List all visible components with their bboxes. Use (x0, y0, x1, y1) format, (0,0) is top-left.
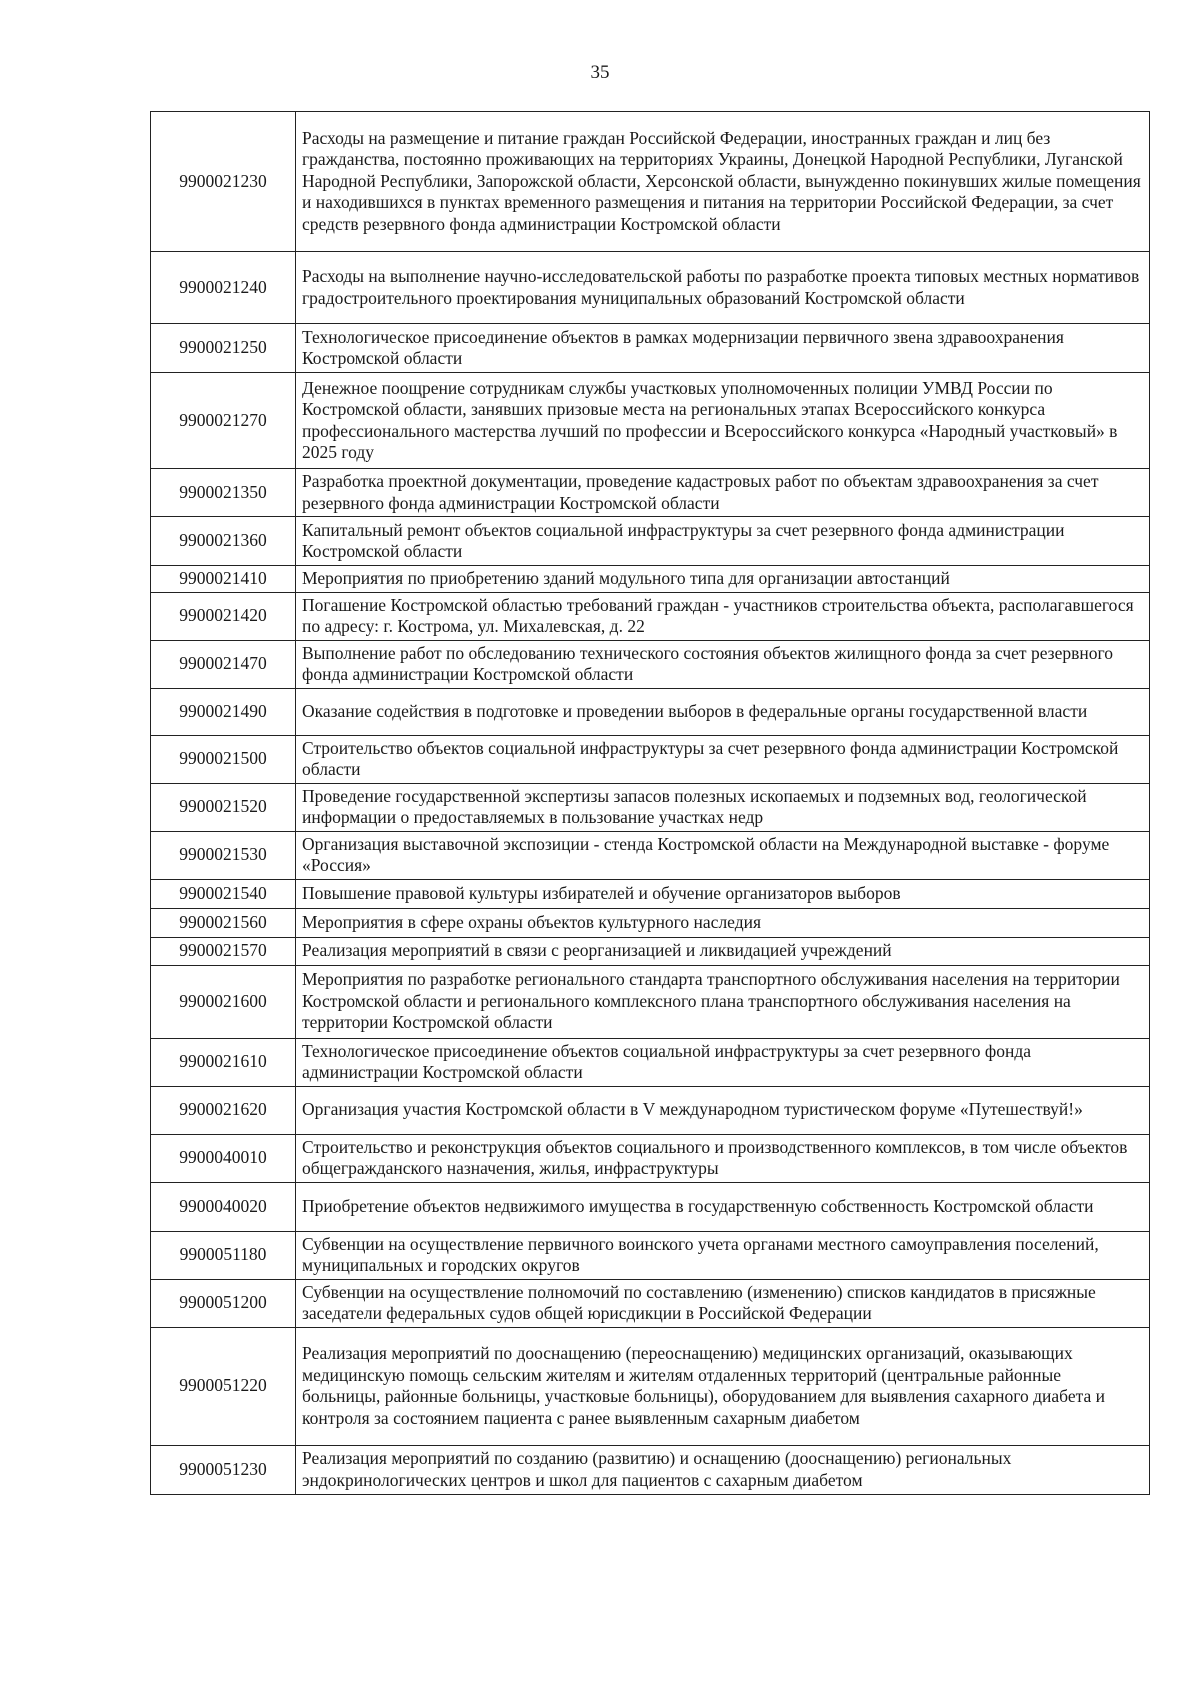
row-description-cell: Денежное поощрение сотрудникам службы участковых уполномоченных полиции УМВД России по Костромской области, занявших призовые места на региональных этапах Всероссийского конкурса профессионального мастерства лучший по профессии и Всероссийского конкурса «Народный участковый» в 2025 году (296, 373, 1150, 469)
row-code-cell: 9900051180 (151, 1231, 296, 1279)
row-description-cell: Проведение государственной экспертизы запасов полезных ископаемых и подземных вод, геологической информации о предоставляемых в пользование участках недр (296, 783, 1150, 831)
row-description-cell: Мероприятия по разработке регионального стандарта транспортного обслуживания населения на территории Костромской области и регионального комплексного плана транспортного обслуживания населения на территории Костромской области (296, 965, 1150, 1038)
table-row (151, 373, 1150, 469)
row-description-cell: Реализация мероприятий по дооснащению (переоснащению) медицинских организаций, оказывающих медицинскую помощь сельским жителям и жителям отдаленных территорий (центральные районные больницы, районные больницы, участковые больницы), оборудованием для выявления сахарного диабета и контроля за состоянием пациента с ранее выявленным сахарным диабетом (296, 1327, 1150, 1445)
table-row (151, 831, 1150, 879)
row-description-cell: Технологическое присоединение объектов в рамках модернизации первичного звена здравоохранения Костромской области (296, 324, 1150, 373)
row-code-cell: 9900040020 (151, 1182, 296, 1231)
row-code-cell: 9900021600 (151, 965, 296, 1038)
table-row (151, 1134, 1150, 1182)
table-row (151, 1086, 1150, 1134)
row-code-cell: 9900021570 (151, 937, 296, 965)
row-description-cell: Расходы на размещение и питание граждан Российской Федерации, иностранных граждан и лиц без гражданства, постоянно проживающих на территориях Украины, Донецкой Народной Республики, Луганской Народной Республики, Запорожской области, Херсонской области, вынужденно покинувших жилые помещения и находившихся в пунктах временного размещения и питания на территории Российской Федерации, за счет средств резервного фонда администрации Костромской области (296, 112, 1150, 252)
table-row (151, 735, 1150, 783)
table-row (151, 1327, 1150, 1445)
table-row (151, 908, 1150, 937)
row-code-cell: 9900021240 (151, 252, 296, 324)
table-row (151, 324, 1150, 373)
row-description-cell: Погашение Костромской областью требований граждан - участников строительства объекта, располагавшегося по адресу: г. Кострома, ул. Михалевская, д. 22 (296, 592, 1150, 640)
row-description-cell: Субвенции на осуществление первичного воинского учета органами местного самоуправления поселений, муниципальных и городских округов (296, 1231, 1150, 1279)
row-code-cell: 9900051230 (151, 1445, 296, 1494)
row-description-cell: Повышение правовой культуры избирателей и обучение организаторов выборов (296, 879, 1150, 908)
row-description-cell: Разработка проектной документации, проведение кадастровых работ по объектам здравоохранения за счет резервного фонда администрации Костромской области (296, 469, 1150, 517)
table-row (151, 965, 1150, 1038)
row-code-cell: 9900021250 (151, 324, 296, 373)
row-code-cell: 9900021500 (151, 735, 296, 783)
row-description-cell: Оказание содействия в подготовке и проведении выборов в федеральные органы государственной власти (296, 688, 1150, 735)
row-description-cell: Строительство объектов социальной инфраструктуры за счет резервного фонда администрации Костромской области (296, 735, 1150, 783)
table-row (151, 1182, 1150, 1231)
row-description-cell: Расходы на выполнение научно-исследовательской работы по разработке проекта типовых местных нормативов градостроительного проектирования муниципальных образований Костромской области (296, 252, 1150, 324)
row-description-cell: Технологическое присоединение объектов социальной инфраструктуры за счет резервного фонда администрации Костромской области (296, 1038, 1150, 1086)
table-row (151, 252, 1150, 324)
row-code-cell: 9900021350 (151, 469, 296, 517)
row-description-cell: Мероприятия в сфере охраны объектов культурного наследия (296, 908, 1150, 937)
row-description-cell: Строительство и реконструкция объектов социального и производственного комплексов, в том числе объектов общегражданского назначения, жилья, инфраструктуры (296, 1134, 1150, 1182)
table-row (151, 937, 1150, 965)
table-row (151, 783, 1150, 831)
row-code-cell: 9900021540 (151, 879, 296, 908)
row-description-cell: Субвенции на осуществление полномочий по составлению (изменению) списков кандидатов в присяжные заседатели федеральных судов общей юрисдикции в Российской Федерации (296, 1279, 1150, 1327)
table-row (151, 592, 1150, 640)
row-code-cell: 9900021620 (151, 1086, 296, 1134)
table-row (151, 879, 1150, 908)
row-code-cell: 9900021410 (151, 566, 296, 593)
row-code-cell: 9900021420 (151, 592, 296, 640)
row-description-cell: Мероприятия по приобретению зданий модульного типа для организации автостанций (296, 566, 1150, 593)
row-code-cell: 9900021520 (151, 783, 296, 831)
page-number: 35 (590, 62, 610, 83)
table-row (151, 566, 1150, 593)
row-code-cell: 9900021490 (151, 688, 296, 735)
table-row (151, 1279, 1150, 1327)
row-code-cell: 9900021230 (151, 112, 296, 252)
row-code-cell: 9900021470 (151, 640, 296, 688)
table-row (151, 469, 1150, 517)
table-row (151, 517, 1150, 566)
row-code-cell: 9900040010 (151, 1134, 296, 1182)
row-description-cell: Организация участия Костромской области в V международном туристическом форуме «Путешествуй!» (296, 1086, 1150, 1134)
table-row (151, 1231, 1150, 1279)
table-row (151, 1445, 1150, 1494)
table-row (151, 688, 1150, 735)
table-row (151, 1038, 1150, 1086)
table-row (151, 640, 1150, 688)
row-code-cell: 9900021610 (151, 1038, 296, 1086)
row-description-cell: Выполнение работ по обследованию технического состояния объектов жилищного фонда за счет резервного фонда администрации Костромской области (296, 640, 1150, 688)
row-code-cell: 9900021560 (151, 908, 296, 937)
row-code-cell: 9900021270 (151, 373, 296, 469)
row-description-cell: Организация выставочной экспозиции - стенда Костромской области на Международной выставке - форуме «Россия» (296, 831, 1150, 879)
row-description-cell: Реализация мероприятий по созданию (развитию) и оснащению (дооснащению) региональных эндокринологических центров и школ для пациентов с сахарным диабетом (296, 1445, 1150, 1494)
row-code-cell: 9900051200 (151, 1279, 296, 1327)
row-description-cell: Приобретение объектов недвижимого имущества в государственную собственность Костромской области (296, 1182, 1150, 1231)
row-description-cell: Реализация мероприятий в связи с реорганизацией и ликвидацией учреждений (296, 937, 1150, 965)
row-code-cell: 9900021360 (151, 517, 296, 566)
row-code-cell: 9900021530 (151, 831, 296, 879)
budget-codes-table (150, 111, 1150, 1495)
row-description-cell: Капитальный ремонт объектов социальной инфраструктуры за счет резервного фонда администрации Костромской области (296, 517, 1150, 566)
row-code-cell: 9900051220 (151, 1327, 296, 1445)
table-row (151, 112, 1150, 252)
